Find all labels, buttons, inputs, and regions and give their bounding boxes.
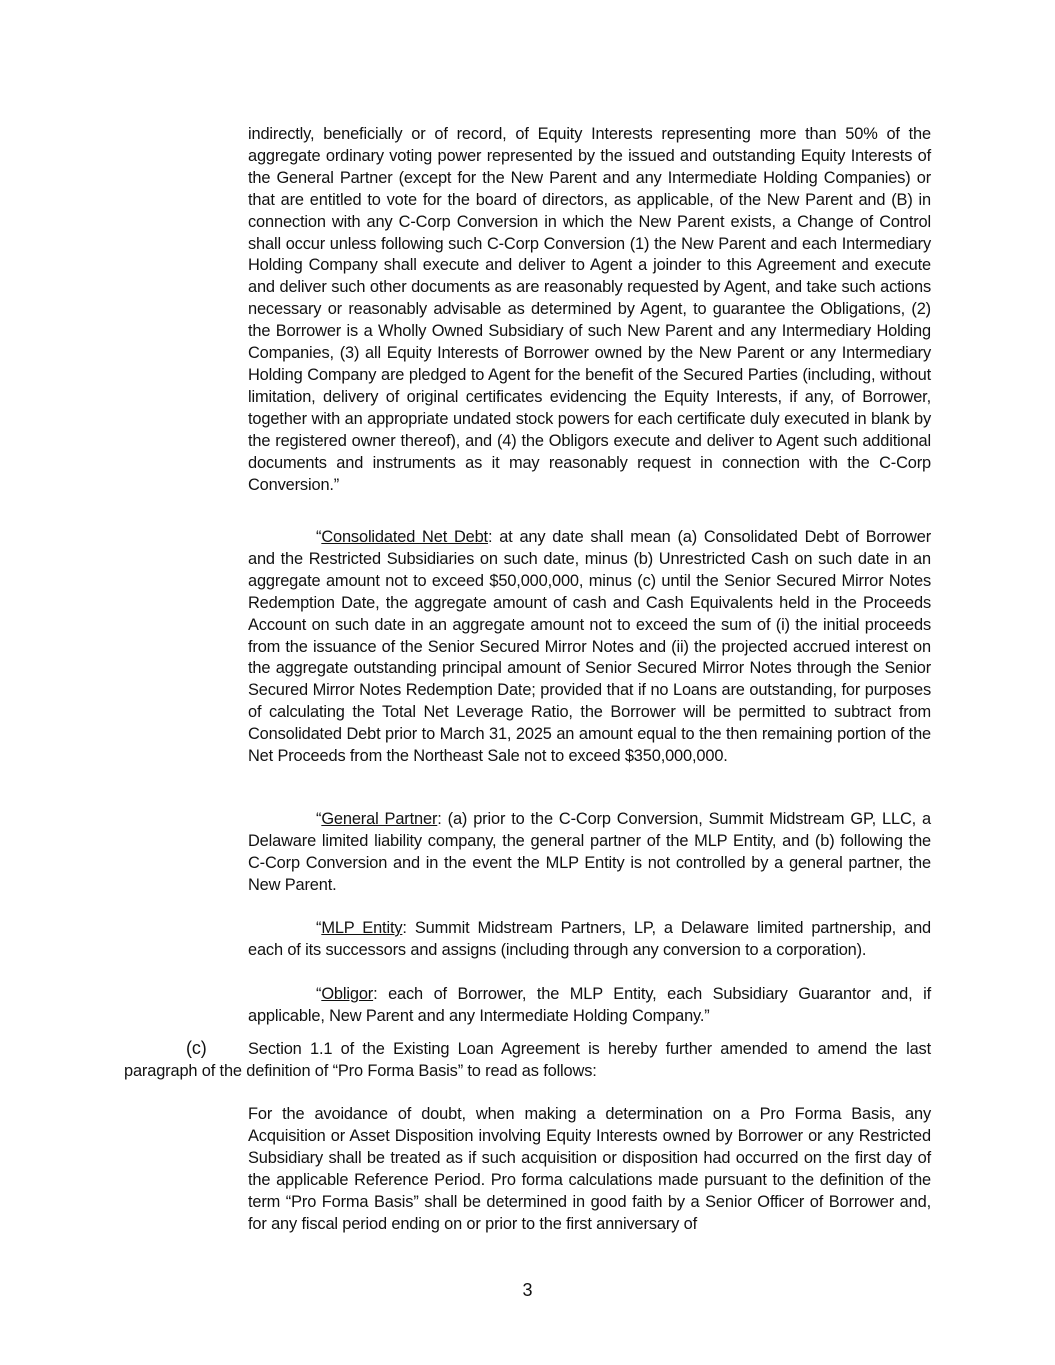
- section-c-amendment: [124, 1038, 931, 1083]
- section-c-text: Section 1.1 of the Existing Loan Agreement is hereby further amended to amend the last: [248, 1040, 931, 1058]
- definition-consolidated-net-debt: [248, 527, 931, 768]
- defined-term: Obligor: [321, 985, 374, 1003]
- paragraph-text: For the avoidance of doubt, when making a determination on a Pro Forma Basis, any Acquisition or Asset Disposition involving Equity Interests owned by Borrower or any Restricted Subsidiary shall be treated as if such acquisition or disposition had occurred on the first day of the applicable Reference Period. Pro forma calculations made pursuant to the definition of the term “Pro Forma Basis” shall be determined in good faith by a Senior Officer of Borrower and, for any fiscal period ending on or prior to the first anniversary of: [248, 1105, 931, 1233]
- definition-body: : Summit Midstream Partners, LP, a Delaware limited partnership, and each of its successors and assigns (including through any conversion to a corporation).: [248, 919, 931, 959]
- open-quote: “: [316, 528, 322, 546]
- defined-term: General Partner: [321, 810, 438, 828]
- definition-general-partner: [248, 809, 931, 897]
- definition-mlp-entity: [248, 918, 931, 962]
- defined-term: Consolidated Net Debt: [321, 528, 488, 546]
- open-quote: “: [316, 919, 322, 937]
- definition-paragraph: [248, 918, 931, 962]
- definition-body: : (a) prior to the C-Corp Conversion, Summit Midstream GP, LLC, a Delaware limited liability company, the general partner of the MLP Entity, and (b) following the C-Corp Conversion and in the event the MLP Entity is not controlled by a general partner, the New Parent.: [248, 810, 931, 894]
- definition-body: : each of Borrower, the MLP Entity, each Subsidiary Guarantor and, if applicable, New Parent and any Intermediate Holding Company.”: [248, 985, 931, 1025]
- section-marker: (c): [186, 1038, 207, 1058]
- definition-body: : at any date shall mean (a) Consolidated Debt of Borrower and the Restricted Subsidiaries on such date, minus (b) Unrestricted Cash on such date in an aggregate amount not to exceed $50,000,000, minus (c) until the Senior Secured Mirror Notes Redemption Date, the aggregate amount of cash and Cash Equivalents held in the Proceeds Account on such date in an aggregate amount not to exceed the sum of (i) the initial proceeds from the issuance of the Senior Secured Mirror Notes and (ii) the projected accrued interest on the aggregate outstanding principal amount of Senior Secured Mirror Notes through the Senior Secured Mirror Notes Redemption Date; provided that if no Loans are outstanding, for purposes of calculating the Total Net Leverage Ratio, the Borrower will be permitted to subtract from Consolidated Debt prior to March 31, 2025 an amount equal to the then remaining portion of the Net Proceeds from the Northeast Sale not to exceed $350,000,000.: [248, 528, 932, 766]
- pro-forma-basis-paragraph: [248, 1104, 931, 1235]
- section-c-second-line: paragraph of the definition of “Pro Forma Basis” to read as follows:: [124, 1061, 597, 1080]
- definition-paragraph: [248, 809, 931, 897]
- page-number: 3: [522, 1280, 533, 1300]
- open-quote: “: [316, 985, 322, 1003]
- defined-term: MLP Entity: [321, 919, 403, 937]
- definition-obligor: [248, 984, 931, 1028]
- paragraph-text: indirectly, beneficially or of record, of Equity Interests representing more than 50% of the aggregate ordinary voting power represented by the issued and outstanding Equity Interests of the General Partner (except for the New Parent and any Intermediate Holding Companies) or that are entitled to vote for the board of directors, as applicable, of the New Parent and (B) in connection with any C-Corp Conversion in which the New Parent exists, a Change of Control shall occur unless following such C-Corp Conversion (1) the New Parent and each Intermediary Holding Company shall execute and deliver to Agent a joinder to this Agreement and execute and deliver such other documents as are reasonably requested by Agent, and take such actions necessary or reasonably advisable as determined by Agent, to guarantee the Obligations, (2) the Borrower is a Wholly Owned Subsidiary of such New Parent and any Intermediary Holding Companies, (3) all Equity Interests of Borrower owned by the New Parent or any Intermediary Holding Company are pledged to Agent for the benefit of the Secured Parties (including, without limitation, delivery of original certificates evidencing the Equity Interests, if any, of Borrower, together with an appropriate undated stock powers for each certificate duly executed in blank by the registered owner thereof), and (4) the Obligors execute and deliver to Agent such additional documents and instruments as it may reasonably request in connection with the C-Corp Conversion.”: [248, 125, 931, 494]
- change-of-control-continuation: [248, 124, 931, 496]
- section-c-first-line: [124, 1038, 931, 1061]
- definition-paragraph: [248, 984, 931, 1028]
- definition-paragraph: [248, 527, 931, 768]
- open-quote: “: [316, 810, 322, 828]
